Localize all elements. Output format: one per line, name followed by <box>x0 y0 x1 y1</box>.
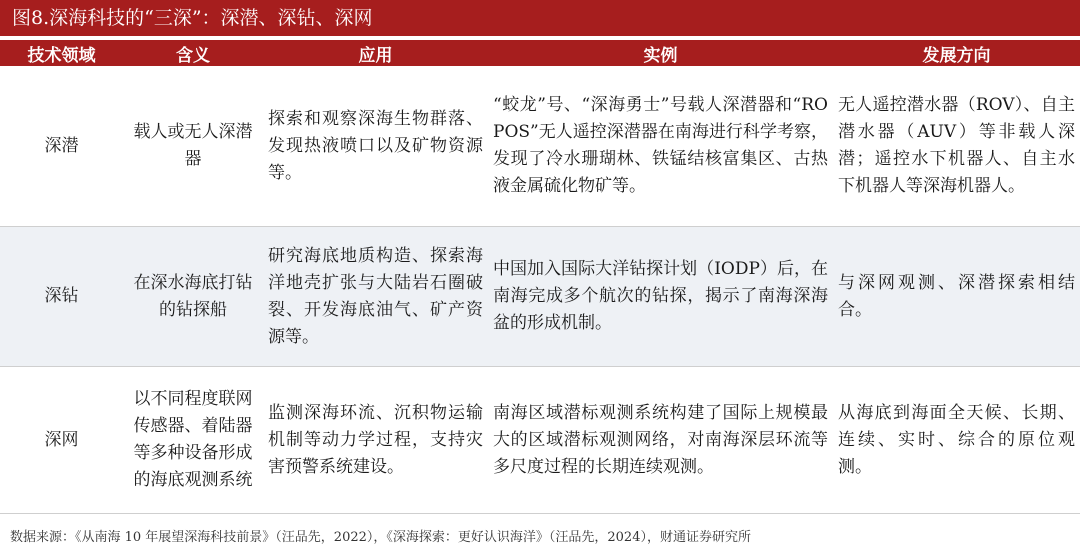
cell-direction: 无人遥控潜水器（ROV）、自主潜水器（AUV）等非载人深潜；遥控水下机器人、自主水下机器人等深海机器人。 <box>833 66 1080 227</box>
table-row <box>0 227 1080 367</box>
header-row <box>0 40 1080 66</box>
cell-meaning: 以不同程度联网传感器、着陆器等多种设备形成的海底观测系统 <box>123 367 263 514</box>
cell-direction: 从海底到海面全天候、长期、连续、实时、综合的原位观测。 <box>833 367 1080 514</box>
deep-sea-tech-table <box>0 40 1080 514</box>
cell-direction: 与深网观测、深潜探索相结合。 <box>833 227 1080 367</box>
header-direction: 发展方向 <box>833 40 1080 66</box>
header-meaning: 含义 <box>123 40 263 66</box>
cell-application: 探索和观察深海生物群落、发现热液喷口以及矿物资源等。 <box>263 66 488 227</box>
cell-domain: 深潜 <box>0 66 123 227</box>
cell-meaning: 载人或无人深潜器 <box>123 66 263 227</box>
header-application: 应用 <box>263 40 488 66</box>
cell-domain: 深钻 <box>0 227 123 367</box>
cell-domain: 深网 <box>0 367 123 514</box>
cell-meaning: 在深水海底打钻的钻探船 <box>123 227 263 367</box>
figure-title: 图8.深海科技的“三深”：深潜、深钻、深网 <box>0 0 1080 36</box>
cell-example: 南海区域潜标观测系统构建了国际上规模最大的区域潜标观测网络，对南海深层环流等多尺度过程的长期连续观测。 <box>488 367 833 514</box>
cell-application: 监测深海环流、沉积物运输机制等动力学过程，支持灾害预警系统建设。 <box>263 367 488 514</box>
table-row <box>0 66 1080 227</box>
cell-example: “蛟龙”号、“深海勇士”号载人深潜器和“ROPOS”无人遥控深潜器在南海进行科学考察，发现了冷水珊瑚林、铁锰结核富集区、古热液金属硫化物矿等。 <box>488 66 833 227</box>
cell-example: 中国加入国际大洋钻探计划（IODP）后，在南海完成多个航次的钻探，揭示了南海深海盆的形成机制。 <box>488 227 833 367</box>
source-note: 数据来源：《从南海 10 年展望深海科技前景》（汪品先，2022），《深海探索：更好认识海洋》（汪品先，2024），财通证券研究所 <box>10 530 751 545</box>
table-row <box>0 367 1080 514</box>
header-example: 实例 <box>488 40 833 66</box>
cell-application: 研究海底地质构造、探索海洋地壳扩张与大陆岩石圈破裂、开发海底油气、矿产资源等。 <box>263 227 488 367</box>
header-domain: 技术领域 <box>0 40 123 66</box>
